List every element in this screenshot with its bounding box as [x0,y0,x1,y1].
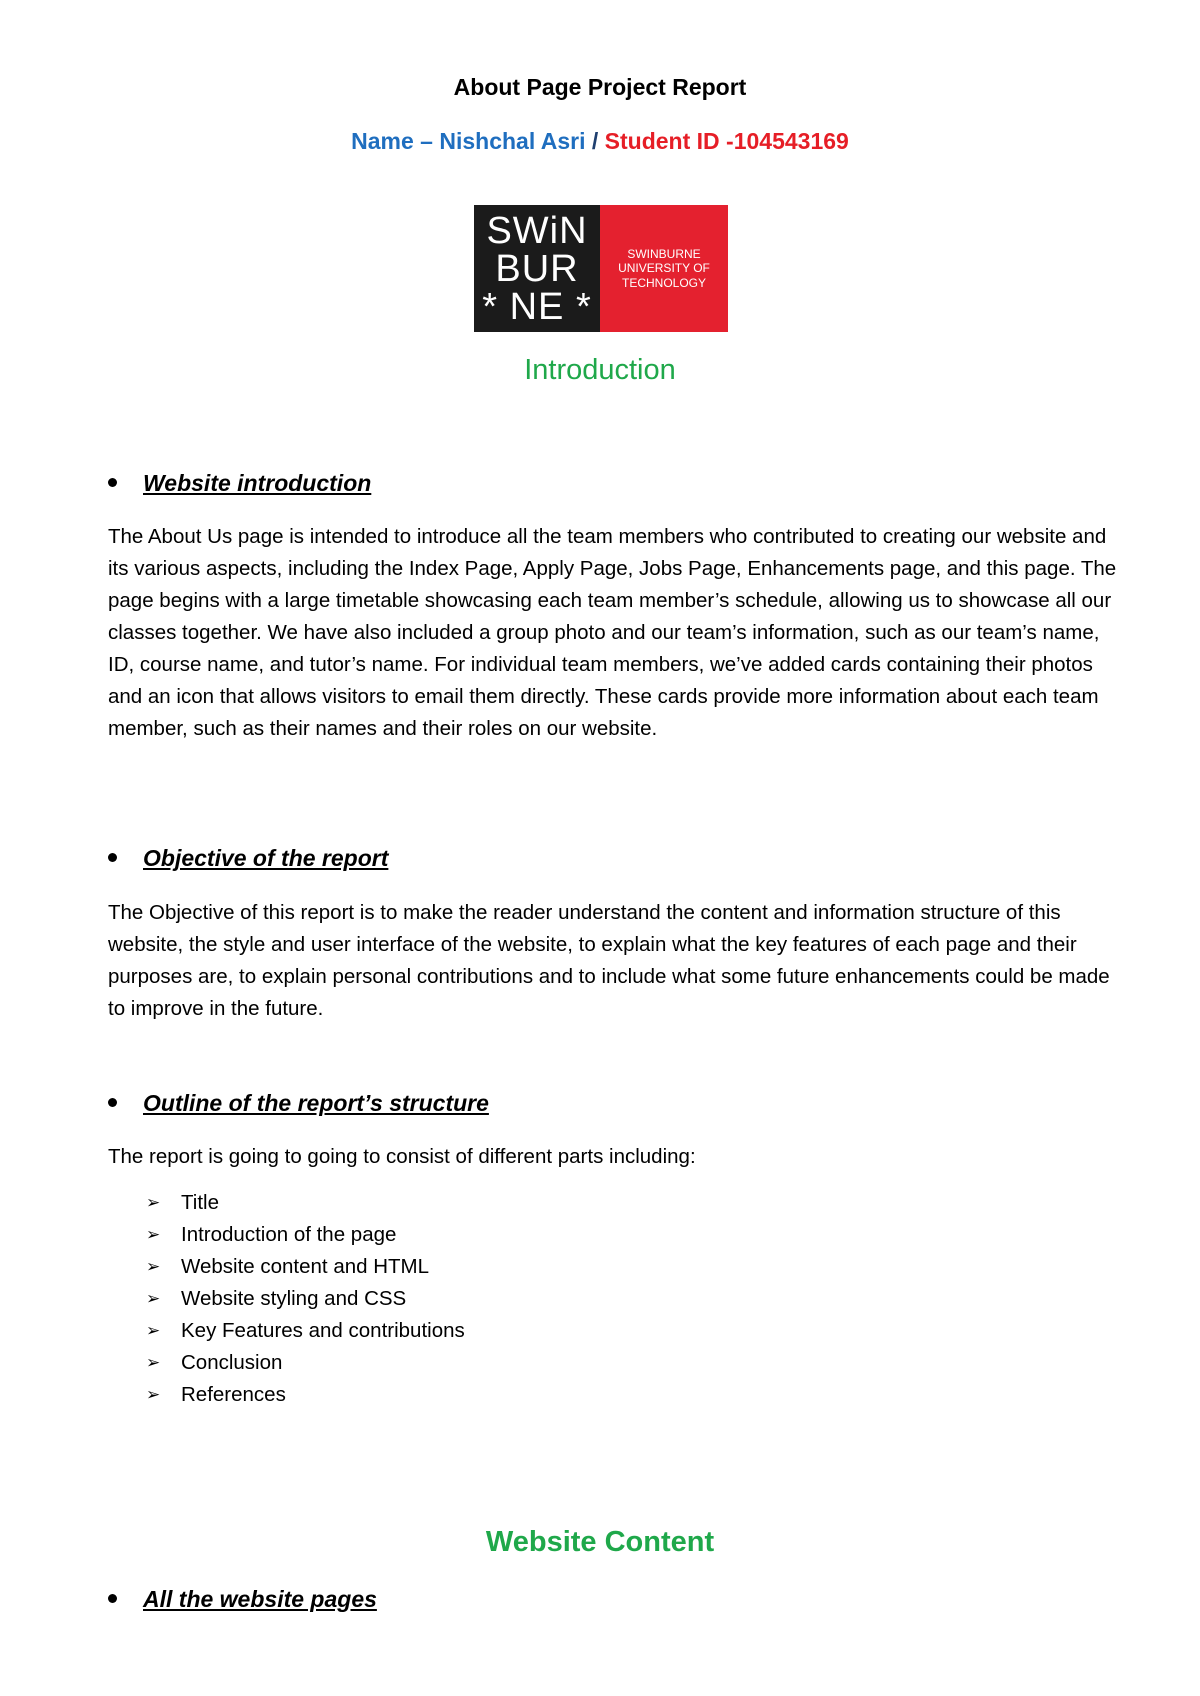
bullet-icon [108,1098,117,1107]
student-id: Student ID -104543169 [604,128,849,154]
website-intro-heading [108,470,371,497]
logo-wordmark [474,205,600,332]
website-content-heading: Website Content [485,1526,715,1558]
arrow-bullet-icon: ➢ [146,1257,161,1276]
objective-paragraph: The Objective of this report is to make the reader understand the content and information structure of this website, the style and user interface of the website, to explain what the key features of each page and their purposes are, to explain personal contributions and to include what some future enhancements could be made to improve in the future. [108,901,1110,1020]
outline-heading [108,1090,489,1117]
outline-list [146,1187,465,1411]
objective-heading [108,845,388,872]
website-intro-paragraph: The About Us page is intended to introduce all the team members who contributed to creating our website and its various aspects, including the Index Page, Apply Page, Jobs Page, Enhancements page, and this page. The page begins with a large timetable showcasing each team member’s schedule, allowing us to showcase all our classes together. We have also included a group photo and our team’s information, such as our team’s name, ID, course name, and tutor’s name. For individual team members, we’ve added cards containing their photos and an icon that allows visitors to email them directly. These cards provide more information about each team member, such as their names and their roles on our website. [108,525,1117,740]
logo-line-2: BUR [495,247,579,290]
list-item: ➢ Introduction of the page [146,1219,465,1251]
logo-line-1: SWiN [486,209,588,252]
arrow-bullet-icon: ➢ [146,1193,161,1212]
author-line [0,128,1200,155]
arrow-bullet-icon: ➢ [146,1385,161,1404]
outline-heading-text: Outline of the report’s structure [143,1090,489,1116]
website-pages-heading [108,1586,377,1613]
author-name: Name – Nishchal Asri [351,128,586,154]
arrow-bullet-icon: ➢ [146,1353,161,1372]
author-separator: / [585,128,605,154]
bullet-icon [108,478,117,487]
document-title: About Page Project Report [453,74,747,100]
list-item: ➢ Website content and HTML [146,1251,465,1283]
list-item: ➢ Key Features and contributions [146,1315,465,1347]
logo-name-line-1: SWINBURNE [627,246,701,261]
arrow-bullet-icon: ➢ [146,1289,161,1308]
list-item: ➢ References [146,1379,465,1411]
website-pages-heading-text: All the website pages [143,1586,377,1612]
bullet-icon [108,1594,117,1603]
list-item: ➢ Website styling and CSS [146,1283,465,1315]
logo-name-line-2: UNIVERSITY OF [618,261,710,276]
arrow-bullet-icon: ➢ [146,1321,161,1340]
arrow-bullet-icon: ➢ [146,1225,161,1244]
introduction-heading: Introduction [524,354,676,386]
list-item: ➢ Conclusion [146,1347,465,1379]
swinburne-logo [474,205,728,332]
logo-line-3: * NE * [482,285,592,328]
logo-name-line-3: TECHNOLOGY [621,275,706,290]
objective-heading-text: Objective of the report [143,845,389,871]
website-intro-heading-text: Website introduction [143,470,372,496]
outline-paragraph: The report is going to going to consist of different parts including: [108,1145,696,1168]
list-item: ➢ Title [146,1187,465,1219]
bullet-icon [108,853,117,862]
logo-university-name [600,205,728,332]
